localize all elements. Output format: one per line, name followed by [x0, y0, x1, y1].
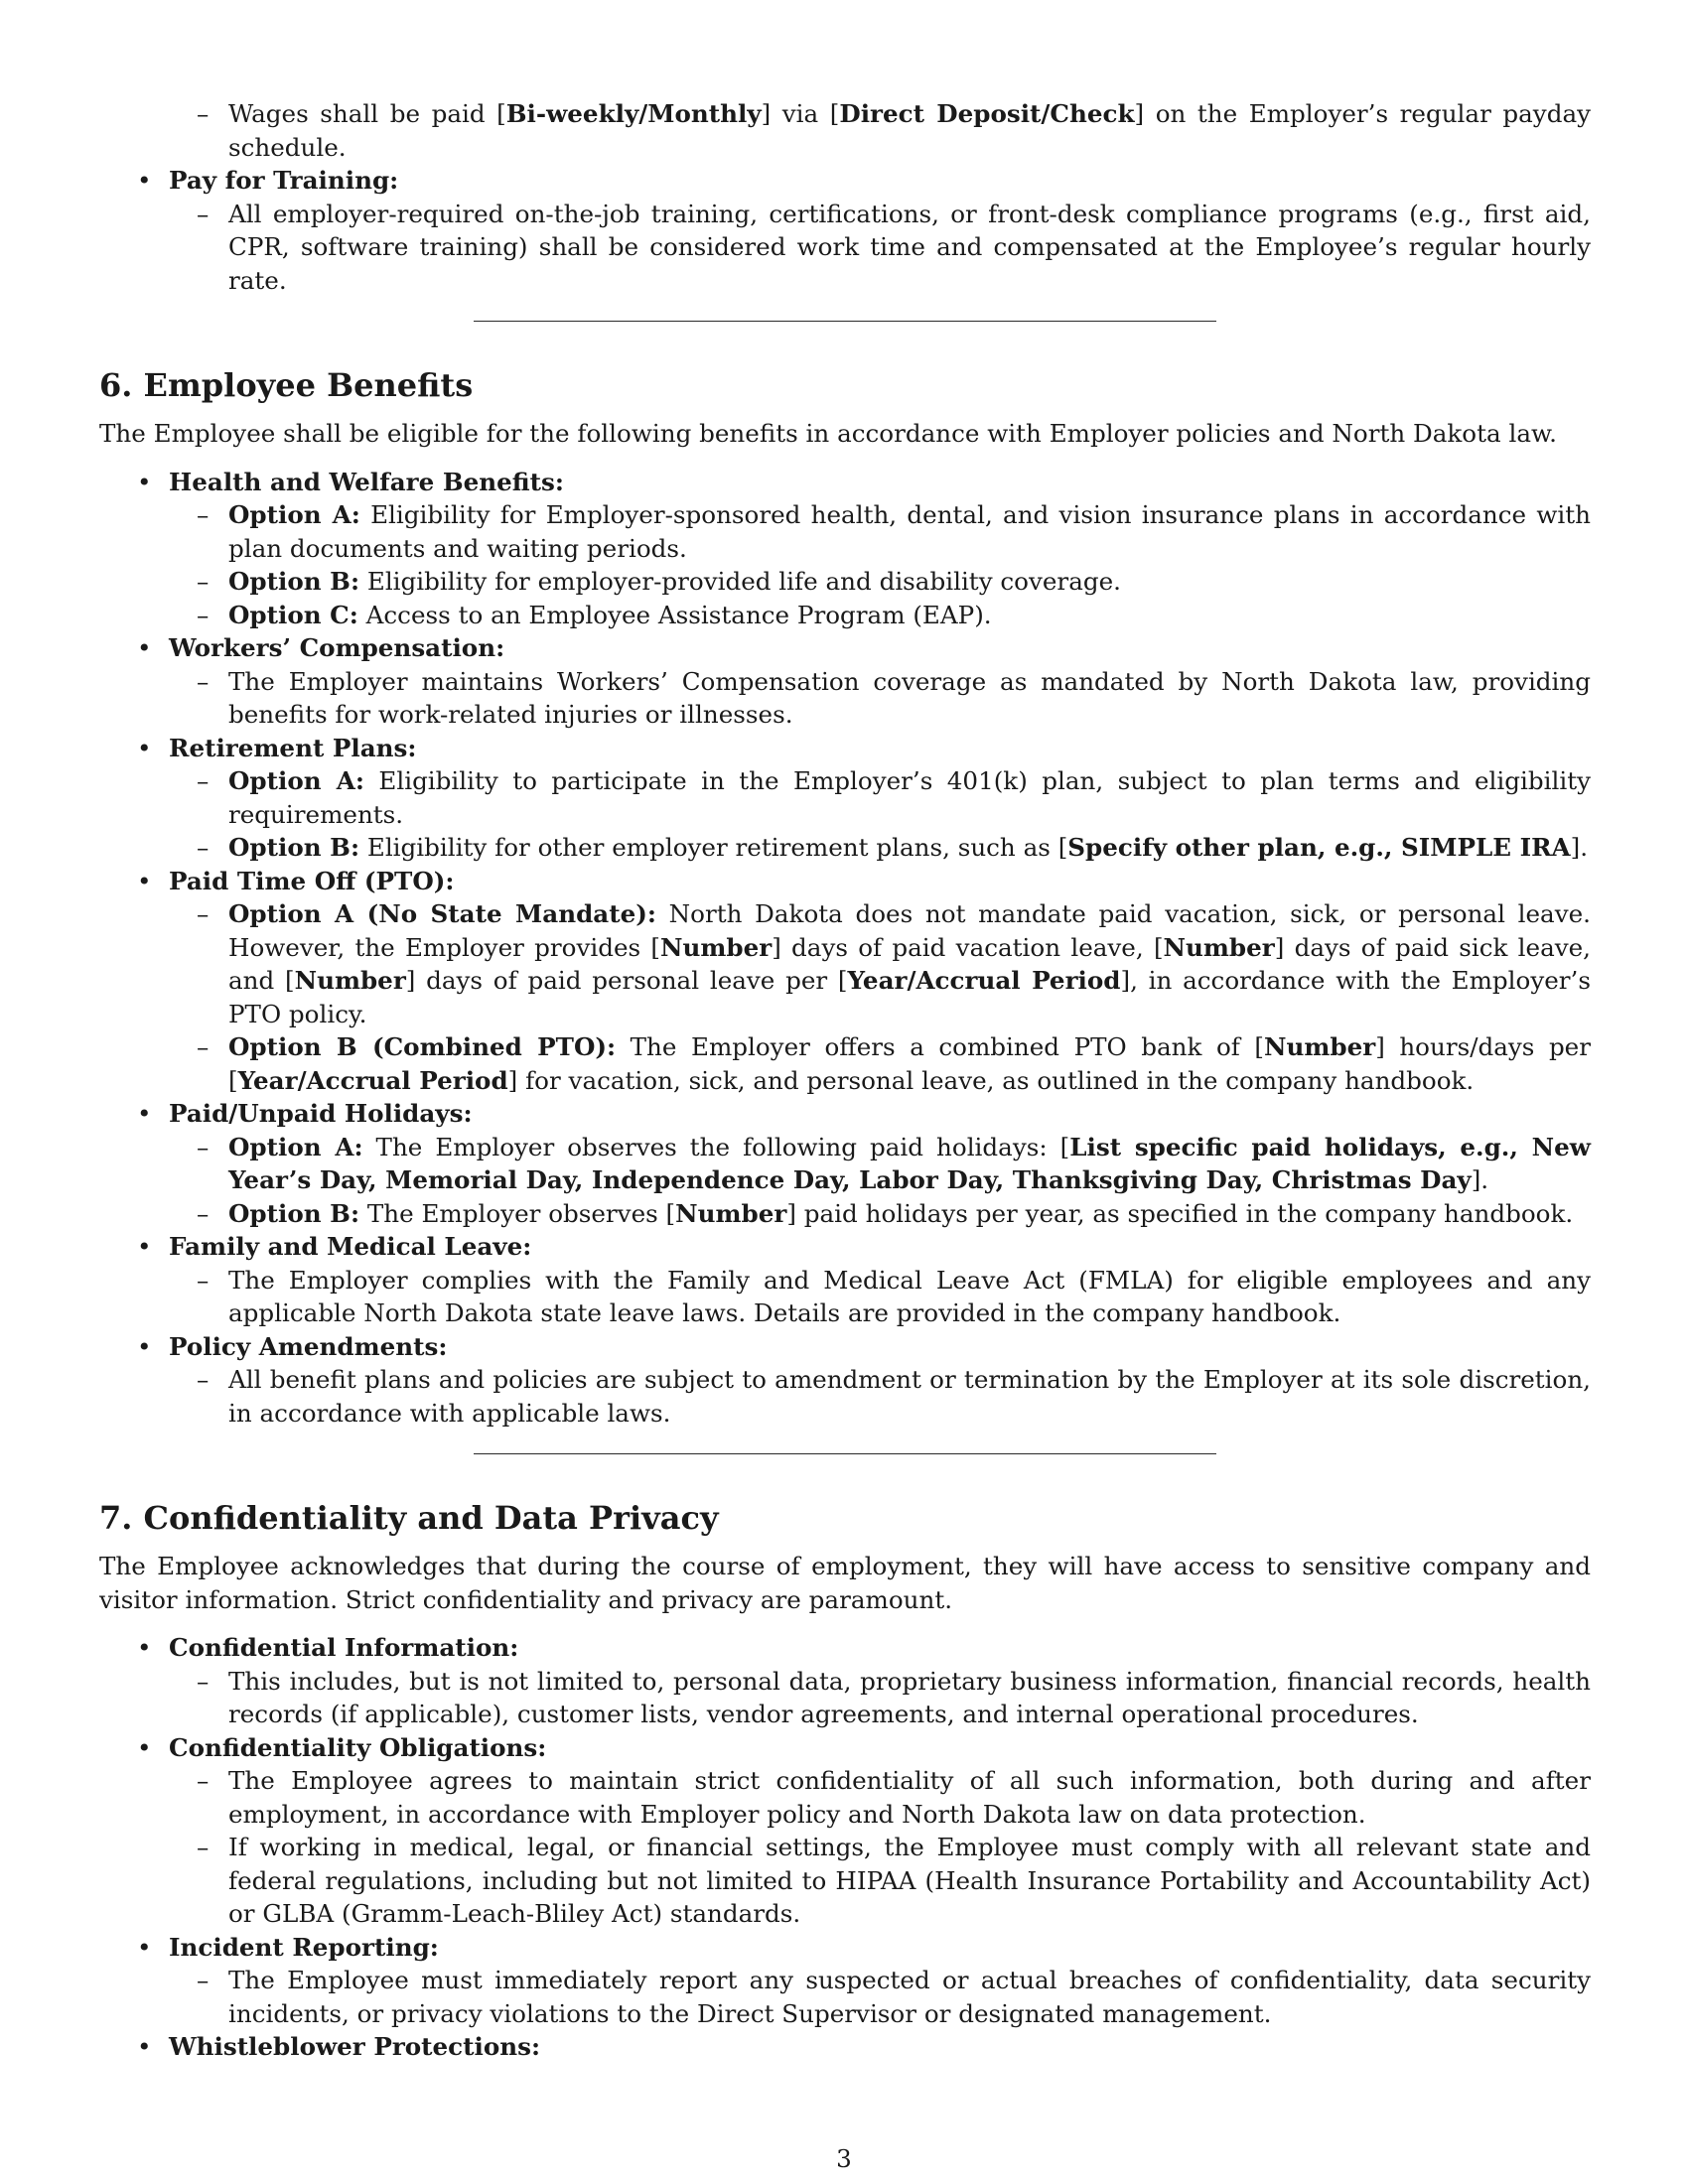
page-number: 3 [836, 2144, 852, 2173]
holidays-item: • Paid/Unpaid Holidays: [137, 1099, 473, 1128]
pto-item: • Paid Time Off (PTO): [137, 866, 455, 895]
incident-reporting-item: • Incident Reporting: [137, 1932, 439, 1962]
training-text: – All employer-required on-the-job training, certifications, or front-desk compliance programs (e.g., first aid, CPR, software training) shall be considered work time and compensated at the Employee’s regular hourly rate. [197, 199, 1591, 295]
obligations-text-2: – If working in medical, legal, or financial settings, the Employee must comply with all relevant state and federal regulations, including but not limited to HIPAA (Health Insurance Portability and Accountability Act) or GLBA (Gramm-Leach-Bliley Act) standards. [197, 1833, 1591, 1928]
bullet-marker: • [137, 166, 152, 195]
obligations-text-1: – The Employee agrees to maintain strict confidentiality of all such information, both during and after employment, in accordance with Employer policy and North Dakota law on data protection. [197, 1766, 1591, 1829]
benefits-intro: The Employee shall be eligible for the following benefits in accordance with Employer policies and North Dakota law. [99, 419, 1557, 448]
retirement-option-b: – Option B: Eligibility for other employer retirement plans, such as [Specify other plan, e.g., SIMPLE IRA]. [197, 833, 1589, 862]
fmla-item: • Family and Medical Leave: [137, 1232, 532, 1261]
holidays-option-a: – Option A: The Employer observes the following paid holidays: [List specific paid holidays, e.g., New Year’s Day, Memorial Day, Independence Day, Labor Day, Thanksgiving Day, Christmas Day]. [197, 1132, 1591, 1194]
pto-option-b: – Option B (Combined PTO): The Employer offers a combined PTO bank of [Number] hours/days per [Year/Accrual Period] for vacation, sick, and personal leave, as outlined in the company handbook. [197, 1032, 1591, 1095]
workers-comp-text: – The Employer maintains Workers’ Compensation coverage as mandated by North Dakota law, providing benefits for work-related injuries or illnesses. [197, 666, 1591, 729]
policy-amendments-item: • Policy Amendments: [137, 1331, 448, 1361]
health-option-a: – Option A: Eligibility for Employer-sponsored health, dental, and vision insurance plans in accordance with plan documents and waiting periods. [197, 500, 1591, 563]
confidentiality-intro: The Employee acknowledges that during the course of employment, they will have access to sensitive company and visitor information. Strict confidentiality and privacy are paramount. [99, 1552, 1591, 1614]
confidential-info-text: – This includes, but is not limited to, personal data, proprietary business information, financial records, health records (if applicable), customer lists, vendor agreements, and internal operational procedures. [197, 1666, 1591, 1728]
pto-option-a: – Option A (No State Mandate): North Dakota does not mandate paid vacation, sick, or personal leave. However, the Employer provides [Number] days of paid vacation leave, [Number] days of paid sick leave, and [Number] days of paid personal leave per [Year/Accrual Period], in accordance with the Employer’s PTO policy. [197, 899, 1592, 1028]
retirement-item: • Retirement Plans: [137, 733, 417, 762]
document-page [99, 97, 1591, 2064]
section-heading-benefits: 6. Employee Benefits [99, 366, 474, 404]
policy-amendments-text: – All benefit plans and policies are subject to amendment or termination by the Employer at its sole discretion, in accordance with applicable laws. [197, 1365, 1591, 1428]
health-welfare-item: • Health and Welfare Benefits: [137, 467, 564, 496]
retirement-option-a: – Option A: Eligibility to participate in the Employer’s 401(k) plan, subject to plan terms and eligibility requirements. [197, 766, 1591, 829]
whistleblower-item: • Whistleblower Protections: [137, 2032, 541, 2061]
pay-for-training-item: • Pay for Training: [99, 164, 1591, 198]
health-option-b: – Option B: Eligibility for employer-provided life and disability coverage. [197, 567, 1121, 596]
holidays-option-b: – Option B: The Employer observes [Number] paid holidays per year, as specified in the company handbook. [197, 1198, 1574, 1228]
incident-reporting-text: – The Employee must immediately report any suspected or actual breaches of confidentiality, data security incidents, or privacy violations to the Direct Supervisor or designated management. [197, 1966, 1591, 2028]
confidential-info-item: • Confidential Information: [137, 1633, 519, 1662]
workers-comp-item: • Workers’ Compensation: [137, 633, 505, 662]
confidentiality-obligations-item: • Confidentiality Obligations: [137, 1732, 547, 1762]
health-option-c: – Option C: Access to an Employee Assistance Program (EAP). [197, 600, 992, 629]
section-heading-confidentiality: 7. Confidentiality and Data Privacy [99, 1499, 719, 1537]
fmla-text: – The Employer complies with the Family and Medical Leave Act (FMLA) for eligible employees and any applicable North Dakota state leave laws. Details are provided in the company handbook. [197, 1265, 1591, 1327]
dash-marker: – [197, 99, 210, 128]
wages-item: – Wages shall be paid [Bi-weekly/Monthly] via [Direct Deposit/Check] on the Employer’s regular payday schedule. [197, 99, 1592, 162]
